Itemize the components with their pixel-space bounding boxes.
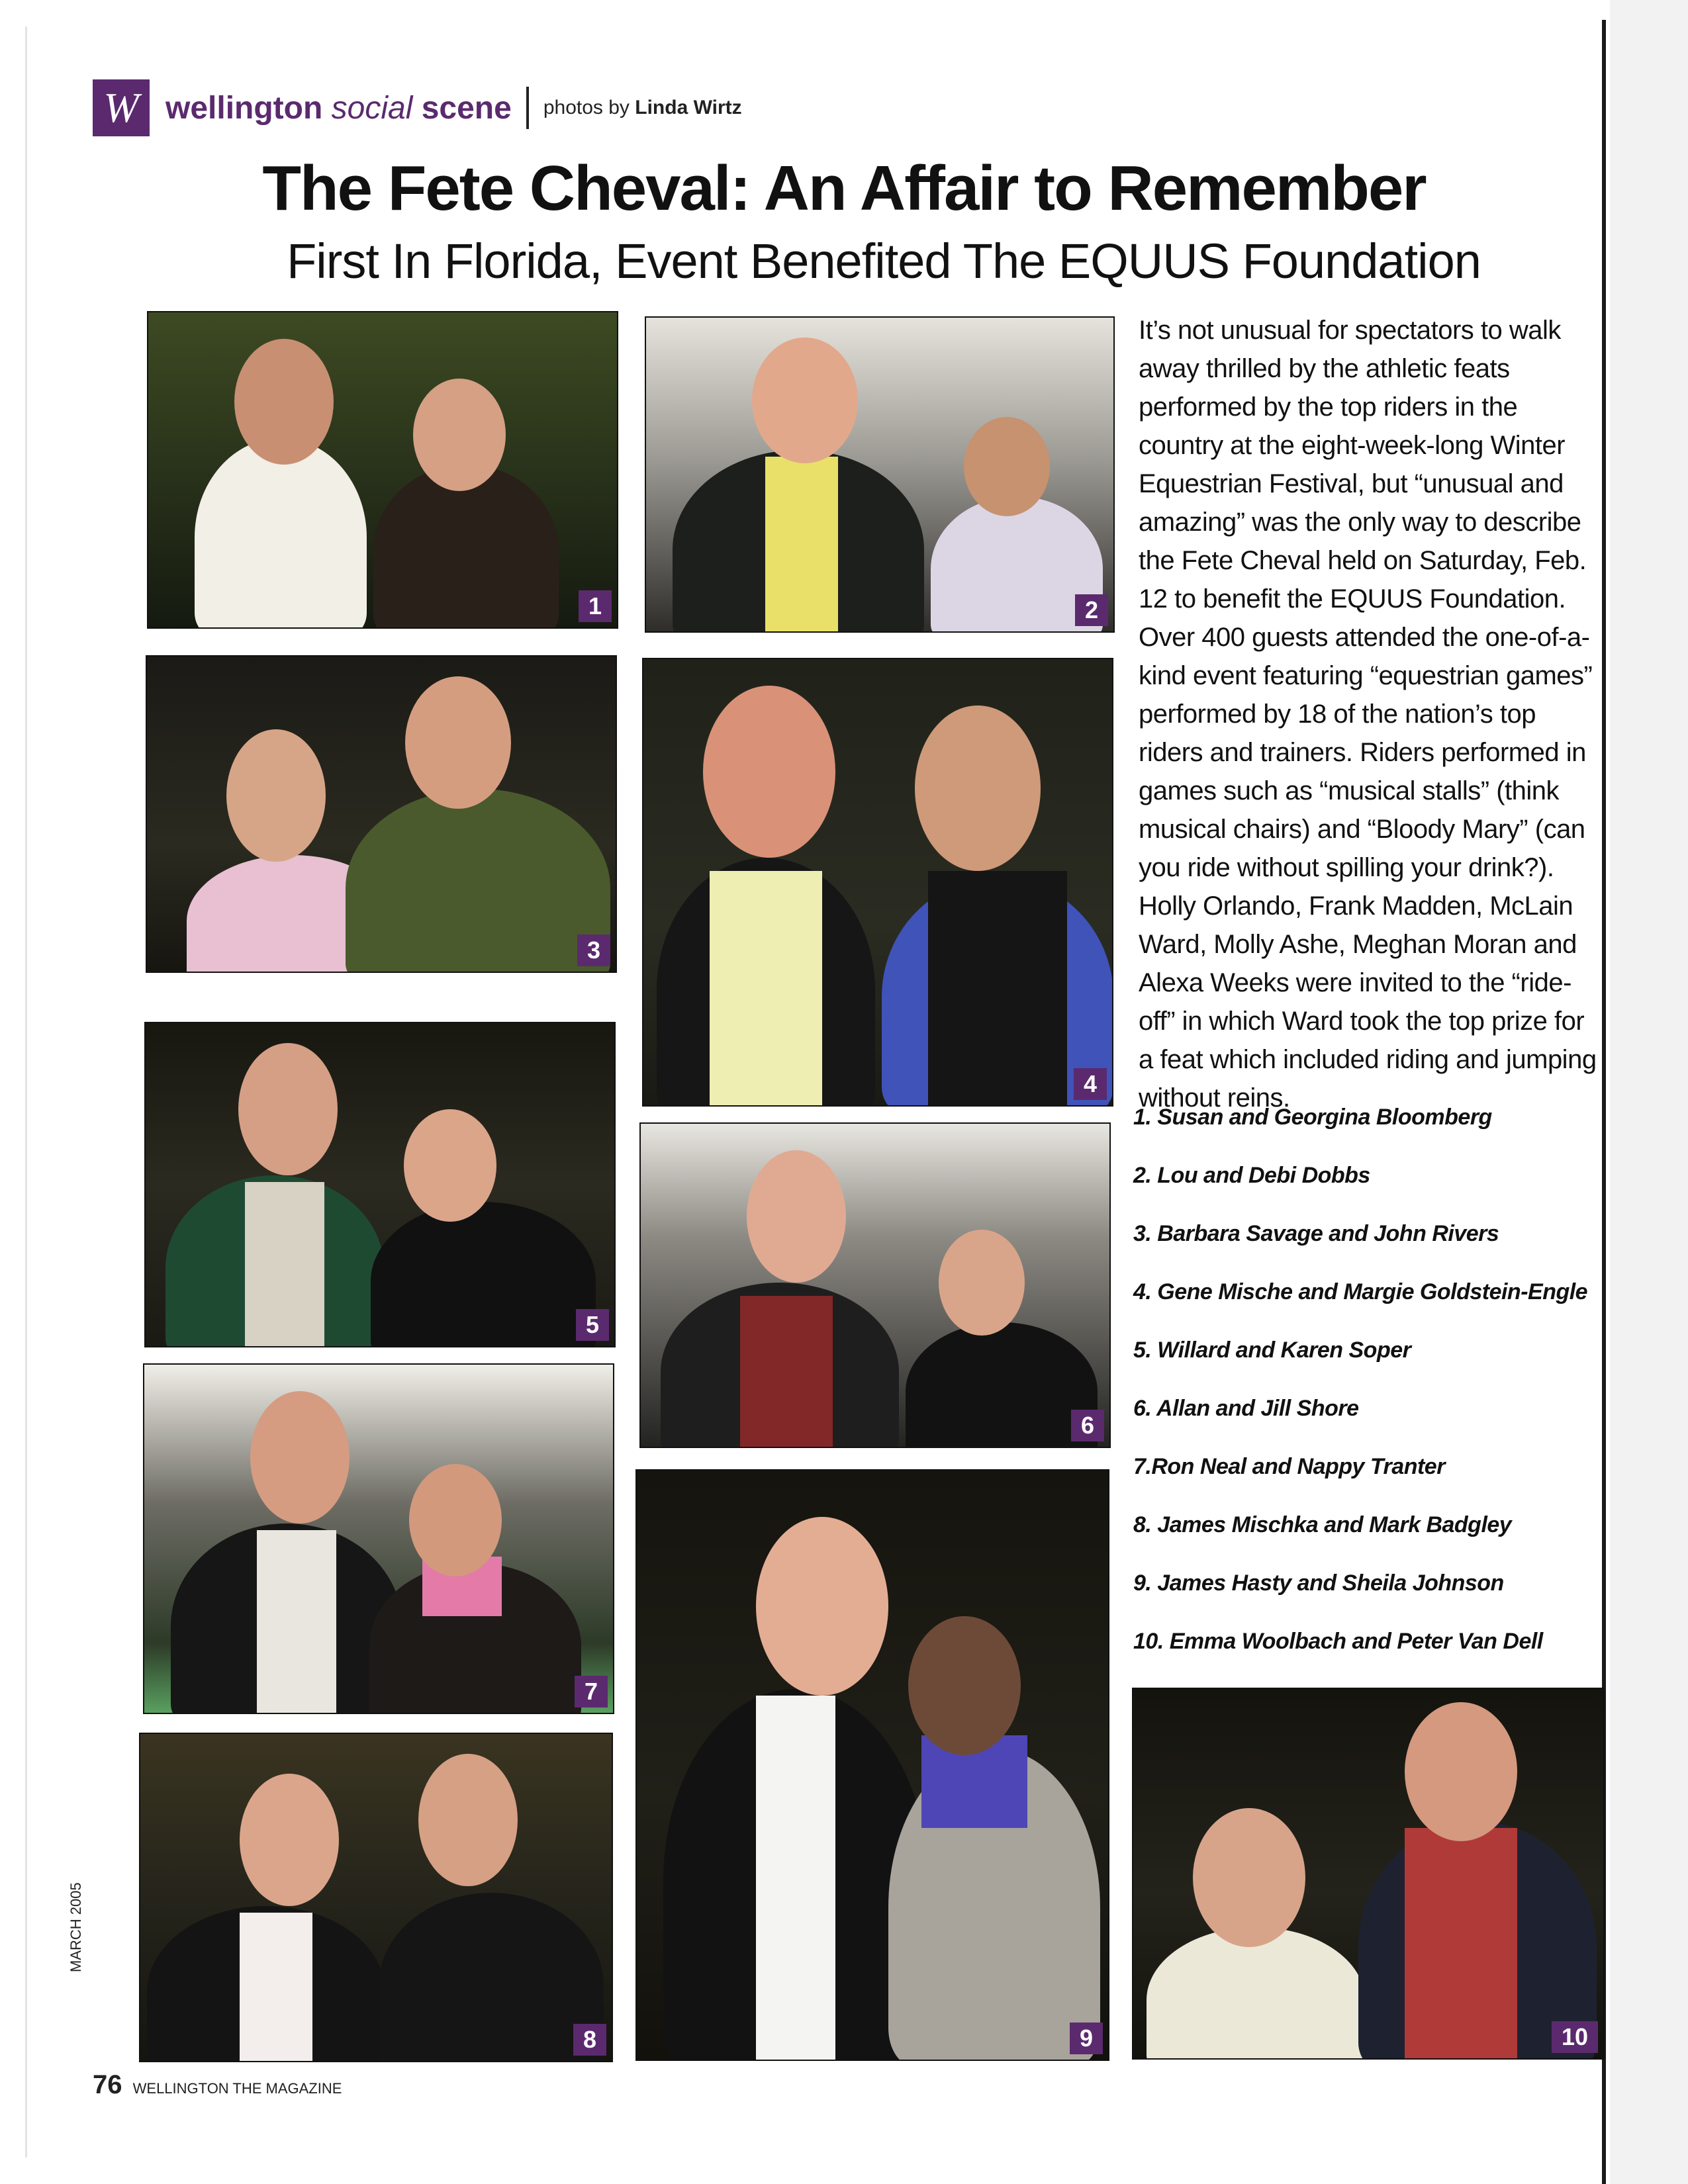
caption-item: 5. Willard and Karen Soper	[1133, 1338, 1411, 1363]
header-divider	[526, 87, 529, 129]
article-subhead: First In Florida, Event Benefited The EQUUS Foundation	[287, 234, 1481, 289]
magazine-logo: W	[93, 79, 150, 136]
caption-item: 6. Allan and Jill Shore	[1133, 1396, 1359, 1421]
photo-number-badge: 10	[1552, 2021, 1598, 2053]
caption-item: 4. Gene Mische and Margie Goldstein-Engle	[1133, 1279, 1588, 1304]
section-social: social	[331, 90, 413, 126]
issue-date: MARCH 2005	[68, 1882, 84, 1972]
photo-credit-name: Linda Wirtz	[635, 97, 742, 118]
photo-number-badge: 6	[1071, 1410, 1104, 1441]
photo-number-badge: 5	[576, 1309, 609, 1341]
photo-number-badge: 3	[577, 934, 610, 966]
publication-name: WELLINGTON THE MAGAZINE	[132, 2080, 342, 2097]
caption-item: 7.Ron Neal and Nappy Tranter	[1133, 1454, 1445, 1479]
article-body: It’s not unusual for spectators to walk away thrilled by the athletic feats performed by the top riders in the country at the eight-week-long Winter Equestrian Festival, but “unusual and amazing” was the only way to describe the Fete Cheval held on Saturday, Feb. 12 to benefit the EQUUS Foundation. Over 400 guests attended the one-of-a-kind event featuring “equestrian games” performed by 18 of the nation’s top riders and trainers. Riders performed in games such as “musical stalls” (think musical chairs) and “Bloody Mary” (can you ride without spilling your drink?). Holly Orlando, Frank Madden, McLain Ward, Molly Ashe, Meghan Moran and Alexa Weeks were invited to the “ride-off” in which Ward took the top prize for a feat which included riding and jumping without reins.	[1139, 316, 1597, 1113]
photo-number-badge: 7	[575, 1676, 608, 1707]
caption-item: 8. James Mischka and Mark Badgley	[1133, 1512, 1512, 1537]
caption-item: 9. James Hasty and Sheila Johnson	[1133, 1570, 1504, 1596]
caption-item: 1. Susan and Georgina Bloomberg	[1133, 1105, 1492, 1130]
section-title	[165, 90, 512, 126]
photo-number-badge: 2	[1075, 594, 1108, 626]
page-footer	[93, 2070, 342, 2100]
section-suffix: scene	[421, 90, 512, 126]
photo-5	[144, 1022, 616, 1347]
photo-credit-prefix: photos by	[543, 97, 630, 118]
photo-7	[143, 1363, 614, 1714]
photo-6	[639, 1122, 1111, 1448]
photo-9	[635, 1469, 1109, 2061]
caption-item: 3. Barbara Savage and John Rivers	[1133, 1221, 1499, 1246]
page-edge-shadow	[1610, 0, 1688, 2184]
photo-2	[645, 316, 1115, 633]
photo-number-badge: 9	[1070, 2023, 1103, 2054]
photo-number-badge: 1	[579, 590, 612, 622]
photo-number-badge: 8	[573, 2024, 606, 2056]
photo-number-badge: 4	[1074, 1068, 1107, 1100]
photo-credit	[543, 97, 742, 119]
photo-4	[642, 658, 1113, 1107]
section-header	[93, 78, 742, 138]
section-prefix: wellington	[165, 90, 323, 126]
caption-item: 2. Lou and Debi Dobbs	[1133, 1163, 1370, 1188]
photo-captions	[1133, 1104, 1597, 1686]
photo-10	[1132, 1688, 1605, 2060]
page-edge-left	[25, 26, 27, 2158]
article-headline: The Fete Cheval: An Affair to Remember	[262, 153, 1426, 224]
photo-1	[147, 311, 618, 629]
page-number: 76	[93, 2070, 122, 2099]
caption-item: 10. Emma Woolbach and Peter Van Dell	[1133, 1629, 1543, 1654]
photo-3	[146, 655, 617, 973]
photo-8	[139, 1733, 613, 2062]
